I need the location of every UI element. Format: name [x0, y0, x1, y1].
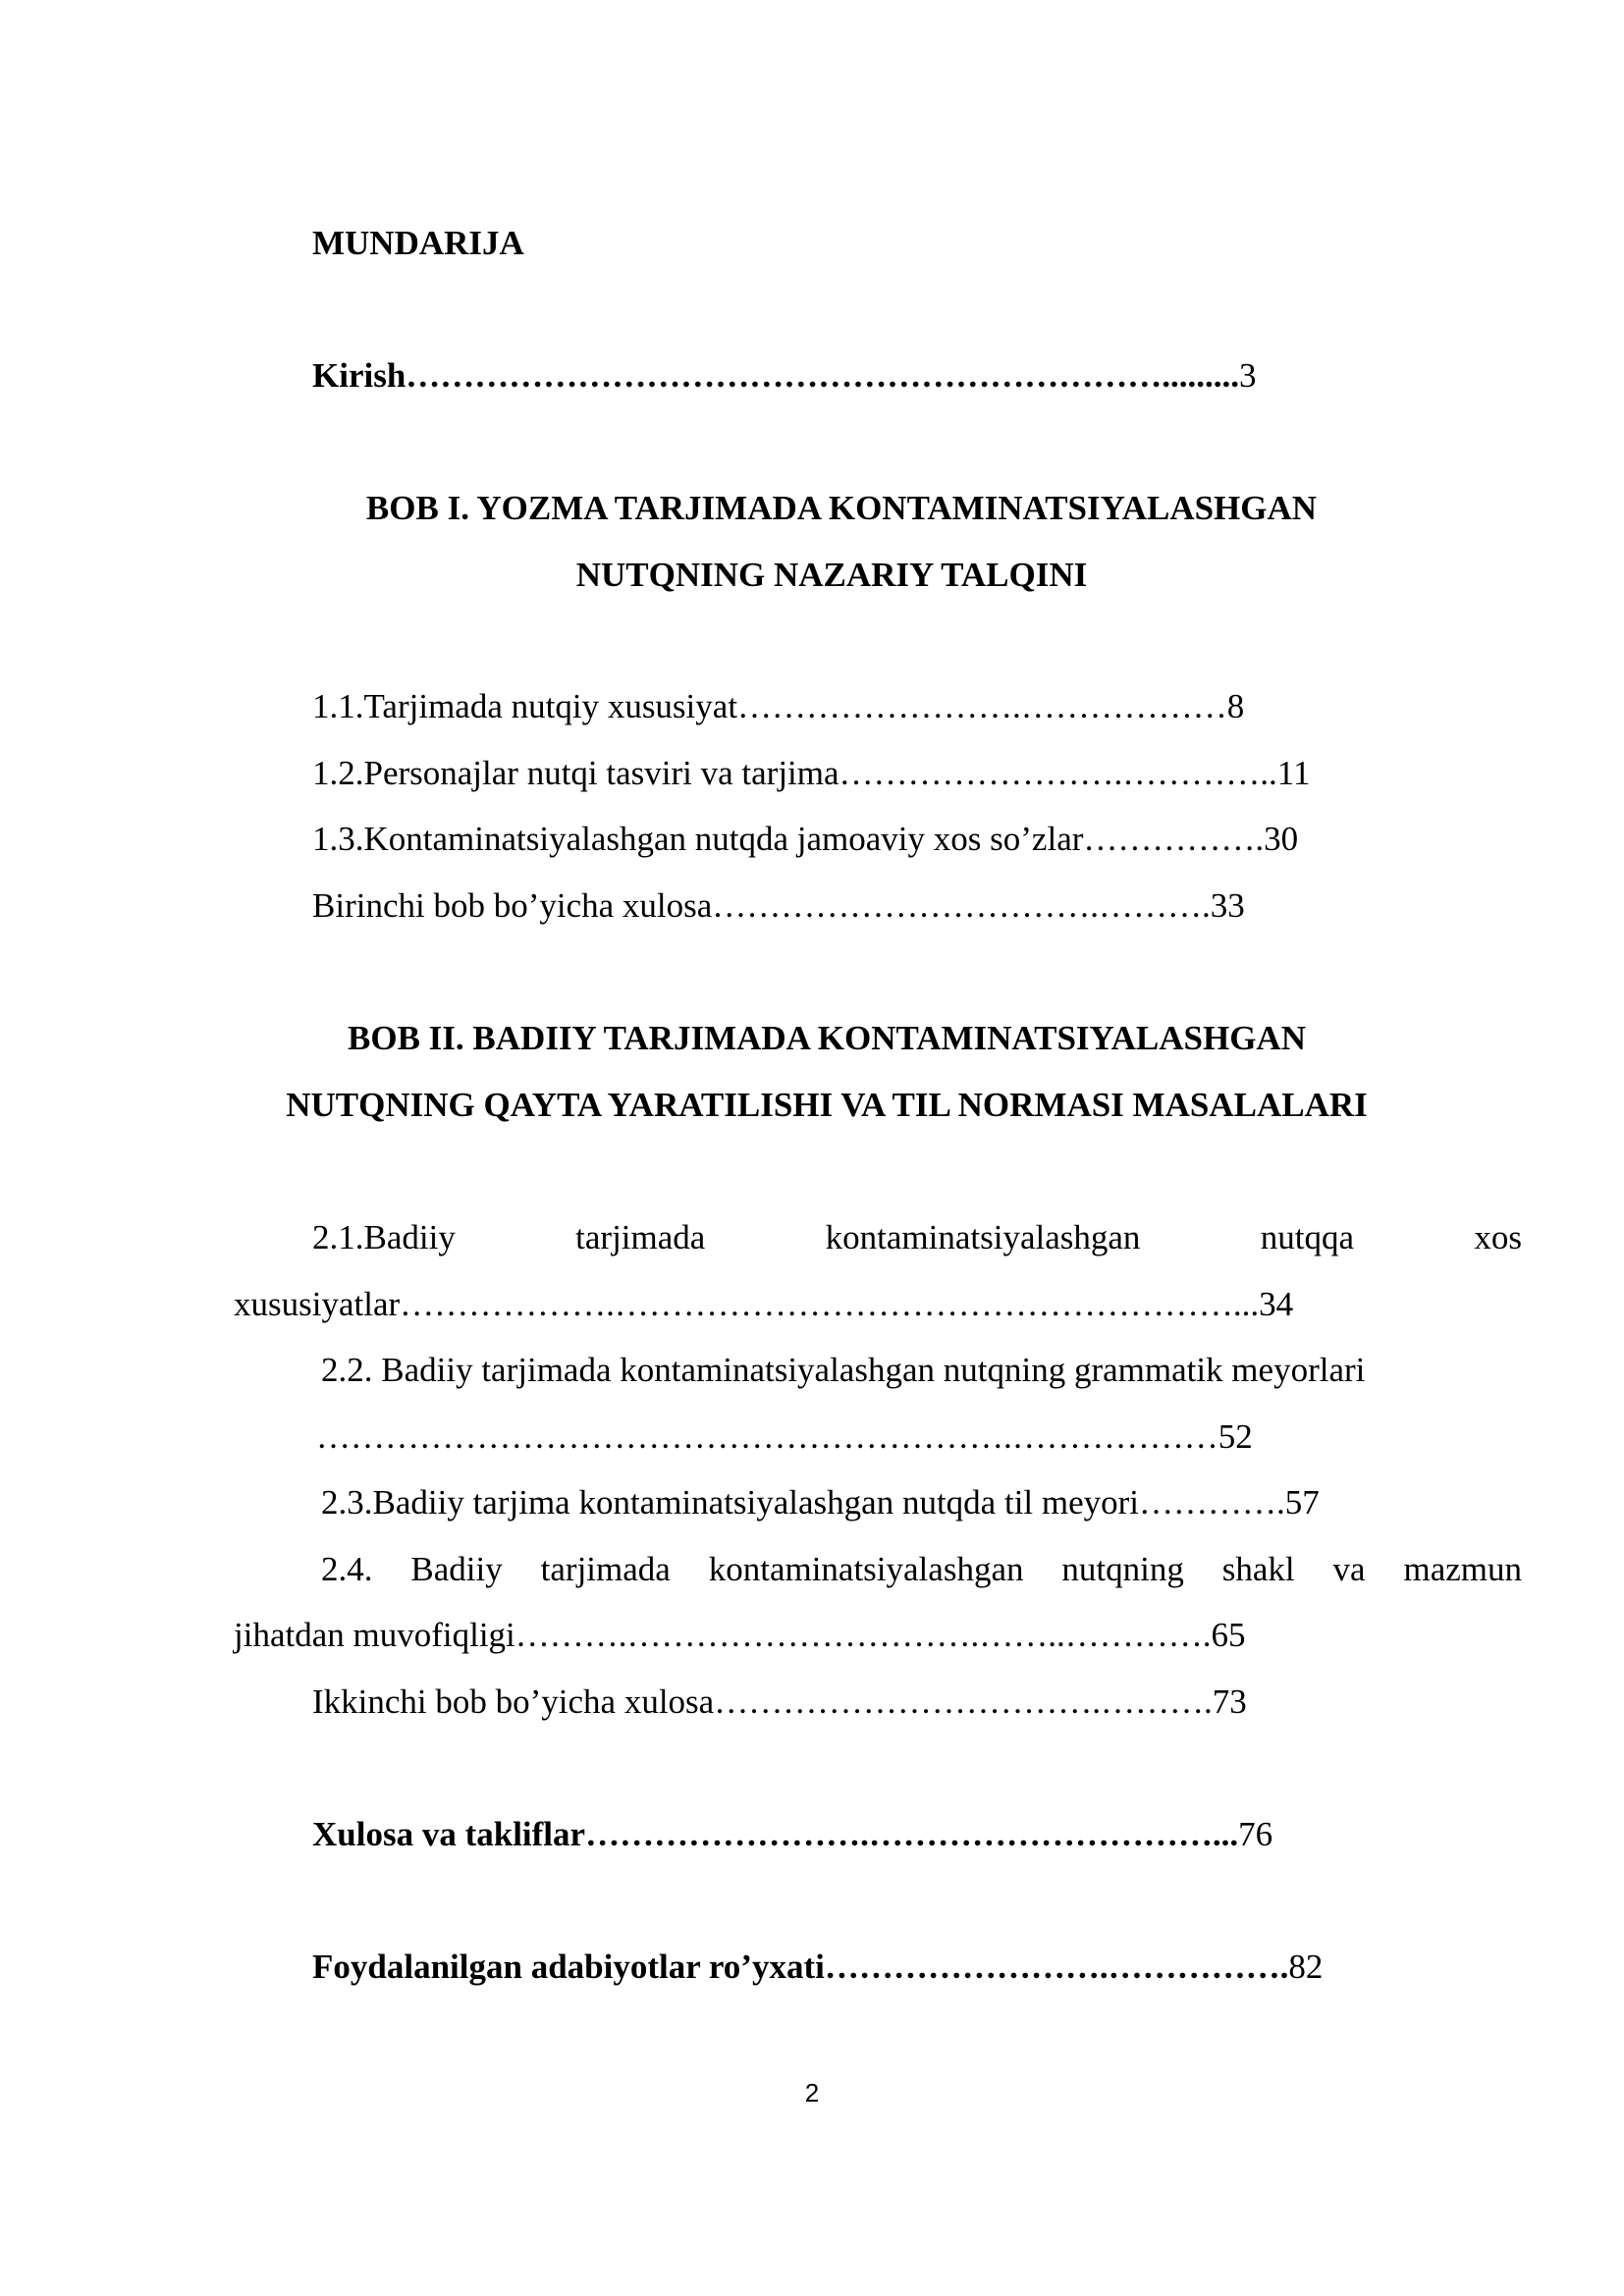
toc-leader-dots: …………. [1139, 1483, 1285, 1522]
toc-entry-chapter-2-summary[interactable] [312, 1681, 1247, 1724]
toc-leader-dots: ……………. [1083, 820, 1265, 858]
toc-entry-word: 2.1.Badiiy [312, 1218, 456, 1256]
toc-page-number: 57 [1284, 1483, 1320, 1522]
toc-entry-intro[interactable] [312, 354, 1257, 398]
chapter-2-heading-line-2: NUTQNING QAYTA YARATILISHI VA TIL NORMASI MASALALARI [286, 1086, 1368, 1124]
toc-page-number: 11 [1276, 754, 1311, 792]
toc-leader-dots: …………………….…………………………... [585, 1815, 1239, 1853]
toc-entry-label: Xulosa va takliflar [312, 1815, 586, 1853]
toc-entry-references[interactable] [312, 1946, 1323, 1989]
toc-entry-2-4-continued[interactable] [234, 1614, 1246, 1657]
toc-entry-2-2[interactable]: 2.2. Badiiy tarjimada kontaminatsiyalashgan nutqning grammatik meyorlari [321, 1351, 1366, 1389]
toc-entry-label: 2.3.Badiiy tarjima kontaminatsiyalashgan nutqda til meyori [321, 1483, 1140, 1522]
chapter-1-heading-line-2: NUTQNING NAZARIY TALQINI [575, 556, 1088, 594]
toc-entry-2-2-continued[interactable] [316, 1415, 1253, 1459]
toc-title: MUNDARIJA [312, 224, 524, 262]
toc-entry-1-1[interactable] [312, 685, 1244, 728]
toc-entry-word: nutqqa [1260, 1218, 1354, 1256]
toc-page-number: 52 [1218, 1417, 1253, 1456]
toc-entry-label: 1.1.Tarjimada nutqiy xususiyat [312, 687, 738, 725]
toc-entry-2-1[interactable] [312, 1216, 1522, 1259]
toc-leader-dots: …………………………….………. [714, 1682, 1213, 1721]
toc-entry-2-1-continued[interactable] [234, 1283, 1293, 1326]
toc-entry-label: 1.2.Personajlar nutqi tasviri va tarjima [312, 754, 839, 792]
toc-leader-dots: ……….………………………….……..…………. [514, 1616, 1212, 1654]
toc-entry-chapter-1-summary[interactable] [312, 884, 1245, 928]
toc-entry-2-4[interactable]: 2.4. Badiiy tarjimada kontaminatsiyalashgan nutqning shakl va mazmun [321, 1550, 1522, 1588]
toc-leader-dots: …………………………….………. [712, 886, 1211, 925]
toc-entry-word: tarjimada [575, 1218, 706, 1256]
toc-entry-word: xos [1474, 1218, 1522, 1256]
toc-page-number: 34 [1259, 1285, 1294, 1323]
toc-page-number: 3 [1239, 356, 1257, 395]
toc-page-number: 73 [1212, 1682, 1247, 1721]
page-number: 2 [804, 2078, 820, 2108]
toc-page-number: 76 [1238, 1815, 1273, 1853]
toc-leader-dots: …………………………………………………………......... [406, 356, 1240, 395]
toc-leader-dots: …………………….………….. [839, 754, 1277, 792]
toc-entry-label: Foydalanilgan adabiyotlar ro’yxati [312, 1948, 825, 1986]
toc-entry-label: Kirish [312, 356, 406, 395]
toc-entry-word: kontaminatsiyalashgan [825, 1218, 1141, 1256]
toc-page-number: 65 [1211, 1616, 1246, 1654]
toc-leader-dots: …………………….……………… [737, 687, 1227, 725]
toc-entry-label: Birinchi bob bo’yicha xulosa [312, 886, 713, 925]
toc-entry-label: Ikkinchi bob bo’yicha xulosa [312, 1682, 715, 1721]
toc-entry-1-2[interactable] [312, 752, 1311, 795]
toc-page-number: 33 [1210, 886, 1245, 925]
toc-leader-dots: ……………….………………………………………………... [400, 1285, 1260, 1323]
toc-entry-1-3[interactable] [312, 818, 1298, 861]
toc-page-number: 82 [1288, 1948, 1324, 1986]
toc-leader-dots: …………………….……………. [824, 1948, 1289, 1986]
toc-entry-conclusion[interactable] [312, 1813, 1272, 1856]
toc-entry-label: jihatdan muvofiqligi [234, 1616, 515, 1654]
chapter-1-heading-line-1: BOB I. YOZMA TARJIMADA KONTAMINATSIYALASHGAN [365, 489, 1318, 527]
toc-page-number: 30 [1264, 820, 1299, 858]
toc-entry-2-3[interactable] [321, 1481, 1320, 1524]
toc-entry-label: 1.3.Kontaminatsiyalashgan nutqda jamoaviy xos so’zlar [312, 820, 1084, 858]
toc-leader-dots: …………………………………………………….……………… [316, 1417, 1218, 1456]
toc-entry-label: xususiyatlar [234, 1285, 401, 1323]
chapter-2-heading-line-1: BOB II. BADIIY TARJIMADA KONTAMINATSIYALASHGAN [348, 1019, 1306, 1057]
toc-page-number: 8 [1226, 687, 1245, 725]
